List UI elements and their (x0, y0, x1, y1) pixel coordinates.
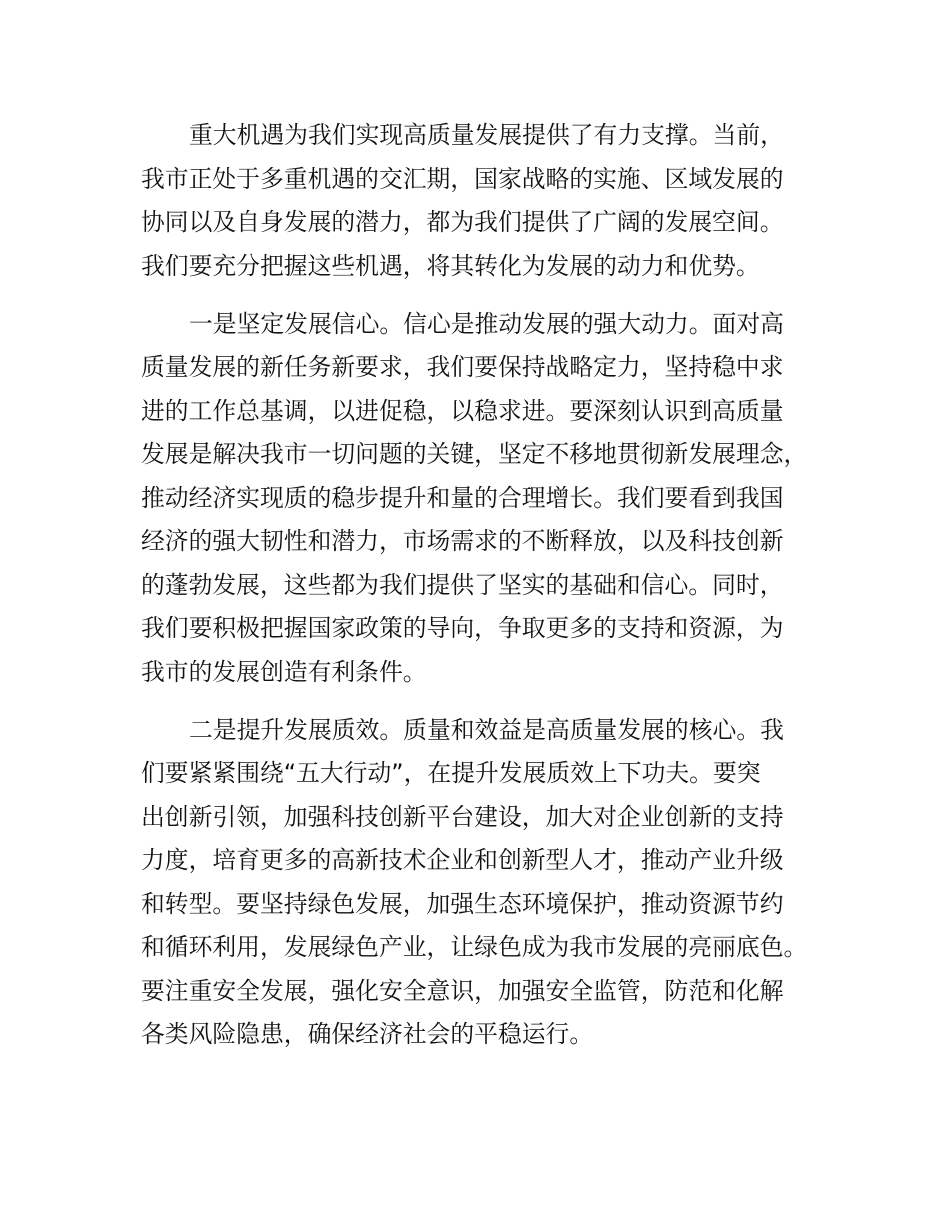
paragraph-line: 经济的强大韧性和潜力，市场需求的不断释放，以及科技创新 (141, 527, 784, 555)
document-body (141, 114, 831, 1071)
paragraph-line: 要注重安全发展，强化安全意识，加强安全监管，防范和化解 (141, 976, 784, 1005)
paragraph-line: 二是提升发展质效。质量和效益是高质量发展的核心。我 (189, 715, 784, 744)
paragraph-line: 进的工作总基调，以进促稳，以稳求进。要深刻认识到高质量 (141, 396, 784, 425)
paragraph-line: 推动经济实现质的稳步提升和量的合理增长。我们要看到我国 (141, 483, 784, 512)
paragraph-confidence (141, 303, 831, 695)
paragraph-line: 重大机遇为我们实现高质量发展提供了有力支撑。当前， (189, 121, 784, 149)
paragraph-quality (141, 709, 831, 1057)
paragraph-opportunities (141, 114, 831, 288)
paragraph-line: 出创新引领，加强科技创新平台建设，加大对企业创新的支持 (141, 802, 784, 831)
paragraph-line: 协同以及自身发展的潜力，都为我们提供了广阔的发展空间。 (141, 208, 784, 236)
paragraph-line: 一是坚定发展信心。信心是推动发展的强大动力。面对高 (189, 309, 784, 338)
paragraph-line: 我们要充分把握这些机遇，将其转化为发展的动力和优势。 (141, 251, 760, 280)
paragraph-line: 各类风险隐患，确保经济社会的平稳运行。 (141, 1020, 594, 1048)
paragraph-line: 和循环利用，发展绿色产业，让绿色成为我市发展的亮丽底色。 (141, 933, 808, 961)
paragraph-line: 我们要积极把握国家政策的导向，争取更多的支持和资源，为 (141, 614, 784, 642)
paragraph-line: 质量发展的新任务新要求，我们要保持战略定力，坚持稳中求 (141, 353, 784, 381)
paragraph-line: 发展是解决我市一切问题的关键，坚定不移地贯彻新发展理念， (141, 440, 808, 468)
paragraph-line: 力度，培育更多的高新技术企业和创新型人才，推动产业升级 (141, 846, 784, 874)
paragraph-line: 的蓬勃发展，这些都为我们提供了坚实的基础和信心。同时， (141, 570, 784, 599)
paragraph-line: 和转型。要坚持绿色发展，加强生态环境保护，推动资源节约 (141, 889, 784, 918)
paragraph-line: 们要紧紧围绕“五大行动”，在提升发展质效上下功夫。要突 (141, 759, 761, 787)
paragraph-line: 我市正处于多重机遇的交汇期，国家战略的实施、区域发展的 (141, 164, 784, 193)
paragraph-line: 我市的发展创造有利条件。 (141, 657, 427, 686)
